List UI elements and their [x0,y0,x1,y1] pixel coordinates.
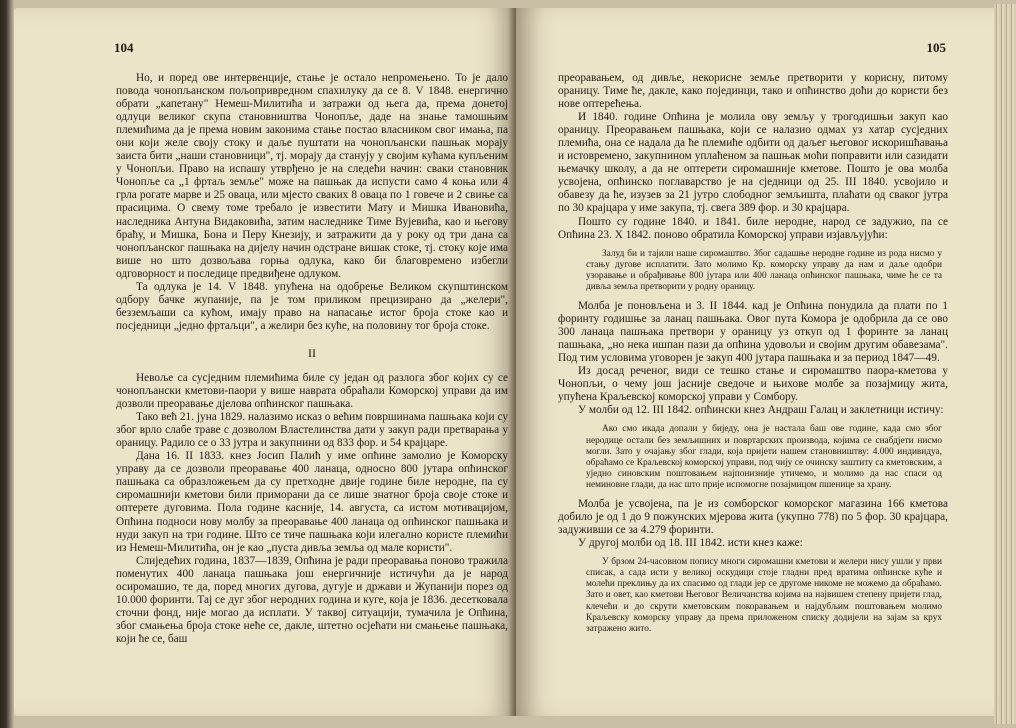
paragraph: У другој молби од 18. III 1842. исти кнез каже: [578,537,803,550]
paragraph: Дана 16. II 1833. кнез Јосип Палић у име опћине замолио је Коморску управу да се дозволи преоравање 400 ланаца, односно 800 јутара опћинског пашњака са образложењем да су претходне двије године биле неродне, па су сиромашнији кметови били приморани да се лише знатног броја своје стоке и оптерете дуговима. Пола године касније, 14. августа, са истом мотивацијом, Опћина подноси нову молбу за преоравање 400 ланаца од опћинског пашњака и нуди закуп на три године. Што се тиче пашњака који илегално користе племићи из Немеш-Милитића, он је као „пуста дивља земља од мале користи". [116,450,508,554]
section-title: II [308,345,316,360]
paragraph: И 1840. године Опћина је молила ову земљу у трогодишњи закуп као ораницу. Преоравањем пашњака, који се налазио одмах уз хатар сусједних племића, она се надала да ће племиће одбити од даљег његовог искоришћавања и истовремено, закупнином уплаћеном за пашњак моћи поправити или сазидати њемачку школу, а да не оптерети сиромашније кметове. Пошто је ова молба усвојена, опћинско поглаварство је на сједници од 25. III 1840. усвојило и обавезу да ће, изузев за 21 јутро слободног земљишта, плаћати од сваког јутра по 30 крајцара у име закупа, тј. свега 389 фор. и 30 крајцара. [558,111,948,215]
paragraph: Невоље са сусједним племићима биле су један од разлога због којих су се чонопљански кметови-паори у више навратa обраћали Коморској управи да им дозволи преоравање дјелова опћинског пашњака. [116,371,508,411]
paragraph: Молба је поновљена и 3. II 1844. кад је Опћина понудила да плати по 1 форинту годишње за ланац пашњака. Овог пута Комора је одобрила да се ово 300 ланаца пашњака претвори у ораницу уз откуп од 1 форинте за ланац пашњака, „но нека ишпан пази да опћина удовољи и својим другим обавезама". Под тим условима уговорен је закуп 400 јутара пашњака и за период 1847—49. [558,299,948,365]
block-quote [586,557,942,635]
quote-paragraph: У брзом 24-часовном попису многи сиромашни кметови и желери нису ушли у први списак, а сада исти у великој оскудици стоје гладни пред вратима опћинске куће и молећи преклињу да их спасимо од глади јер се другоме никоме не можемо да обраћамо. Зато и овет, као кметови Његовог Величанства којима на највишем степену пријети глад, клечећи и до скрути кметовским покоравањем и најдубљим поштовањем молимо Краљевску коморску управу да према приложеном списку додијели на зајам за крух затражено жито. [586,557,942,634]
left-page-text [116,72,508,646]
paragraph: Пошто су године 1840. и 1841. биле неродне, народ се задужио, па се Опћина 23. X 1842. поново обратила Коморској управи изјављујући: [558,215,948,241]
quote-paragraph: Ако смо икада допали у биједу, она је настала баш ове године, када смо због неродице остали без земљишних и повртарских производа, којима се снабдјети нисмо могли. Зато у очајању због глади, која пријети нашем становништву: 4.000 индивидуа, обраћамо се Краљевској коморској управи, под чију се очинску заштиту са кметовским, а уједно синовским поштовањем најпонизније утичемо, и молимо да нас спаси од неминовне глади, да нас што прије испомогне позајмицом пшенице за храну. [586,424,942,490]
paragraph: Слиједећих година, 1837—1839, Опћина је ради преоравања поново тражила поменутих 400 ланаца пашњака још енергичније истичући да је народ осиромашио, те да, поред многих дугова, дугује и држави и Жупанији порез од 10.000 форинти. Тај се дуг због неродних година и куге, која је 1836. десетковала сточни фонд, није могао да исплати. У таквој ситуацији, тумачила је Опћина, због смањења броја стоке неће се, дакле, штетно осјећати ни смањење пашњака, који ће се, баш [116,554,508,645]
right-page [516,8,994,716]
paragraph: Молба је усвојена, па је из сомборског коморског магазина 166 кметова добило је од 1 до 9 пожунских мјерова жита (укупно 778) по 5 фор. 30 крајцара, задуживши се за 4.279 форинти. [558,497,948,537]
left-page [14,8,516,716]
block-quote [586,424,942,491]
right-page-text [558,72,948,642]
paragraph: Из досад реченог, види се тешко стање и сиромаштво паора-кметова у Чонопљи, о чему још јасније сведоче и њихове молбе за позајмицу жита, упућена Краљевској коморској управи у Сомбору. [558,365,948,404]
quote-paragraph: Залуд би и тајили наше сиромаштво. Због садашње неродне године из рода нисмо у стању дугове исплатити. Зато молимо Кр. коморску управу да нам и даље одобри узоравање и обрађивање 800 јутара или 400 ланаца опћинског пашњака, чиме ће се та дивља земља претворити у родну ораницу. [586,248,942,292]
paragraph: Но, и поред ове интервенције, стање је остало непромењено. То је дало повода чонопљанском пољопривредном спахилуку да се 8. V 1848. енергично обрати „капетану" Немеш-Милитића и затражи од њега да, према донетој одлуци великог скупа становништва Чонопље, даде на знање тамошњим племићима да је према новим законима стање постао власником свог имања, па они који желе своју стоку и даље пуштати на чонопљански пашњак морају заиста бити „наши становници", тј. морају да станују у својим кућама купљеним у Чонопљи. Право на испашу утврђено је на следећи начин: сваки становник Чонопље са „1 фртаљ земље" може на пашњак да испусти само 4 коња или 4 грла рогате марве и 25 оваца, или мјесто сваких 8 оваца по 1 говече и 2 свиње са прасицима. О свему томе требало је известити Мату и Мишка Ивановића, наследника Антуна Видаковића, затим наследнике Тиме Вујевића, као и његову браћу, и Мишка, Бона и Перу Кнезију, и затражити да у року од три дана са чонопљанског пашњака на дијелу начин одстране вишак стоке, тј. стоку које има више но што дозвољава горња одлука, како би благовремено избегли одговорност и последице предвиђене одлуком. [116,72,508,280]
right-page-number: 105 [926,40,946,55]
paragraph: преоравањем, од дивље, некорисне земље претворити у корисну, питому ораницу. Тиме ће, дакле, како појединци, тако и опћинство доћи до користи без нове оптерећења. [558,72,948,111]
left-page-number: 104 [114,40,134,55]
page-edges [994,4,1016,724]
block-quote [586,249,942,293]
paragraph: Та одлука је 14. V 1848. упућена на одобрење Великом скупштинском одбору бачке жупаније, па је том приликом прецизирано да „желери", безземљаши са кућом, имају право на напасање истог броја стоке као и посједници „једно фртаљци", а желири без куће, на половину тог броја стоке. [116,280,508,332]
paragraph: Тако већ 21. јуна 1829. налазимо исказ о већим површинама пашњака који су због врло слабе траве с дозволом Властелинства дати у закуп ради претварања у ораницу. Радило се о 33 јутра и закупнини од 833 фор. и 54 крајцаре. [116,411,508,450]
paragraph: У молби од 12. III 1842. опћински кнез Андраш Галац и заклетници истичу: [578,404,944,417]
